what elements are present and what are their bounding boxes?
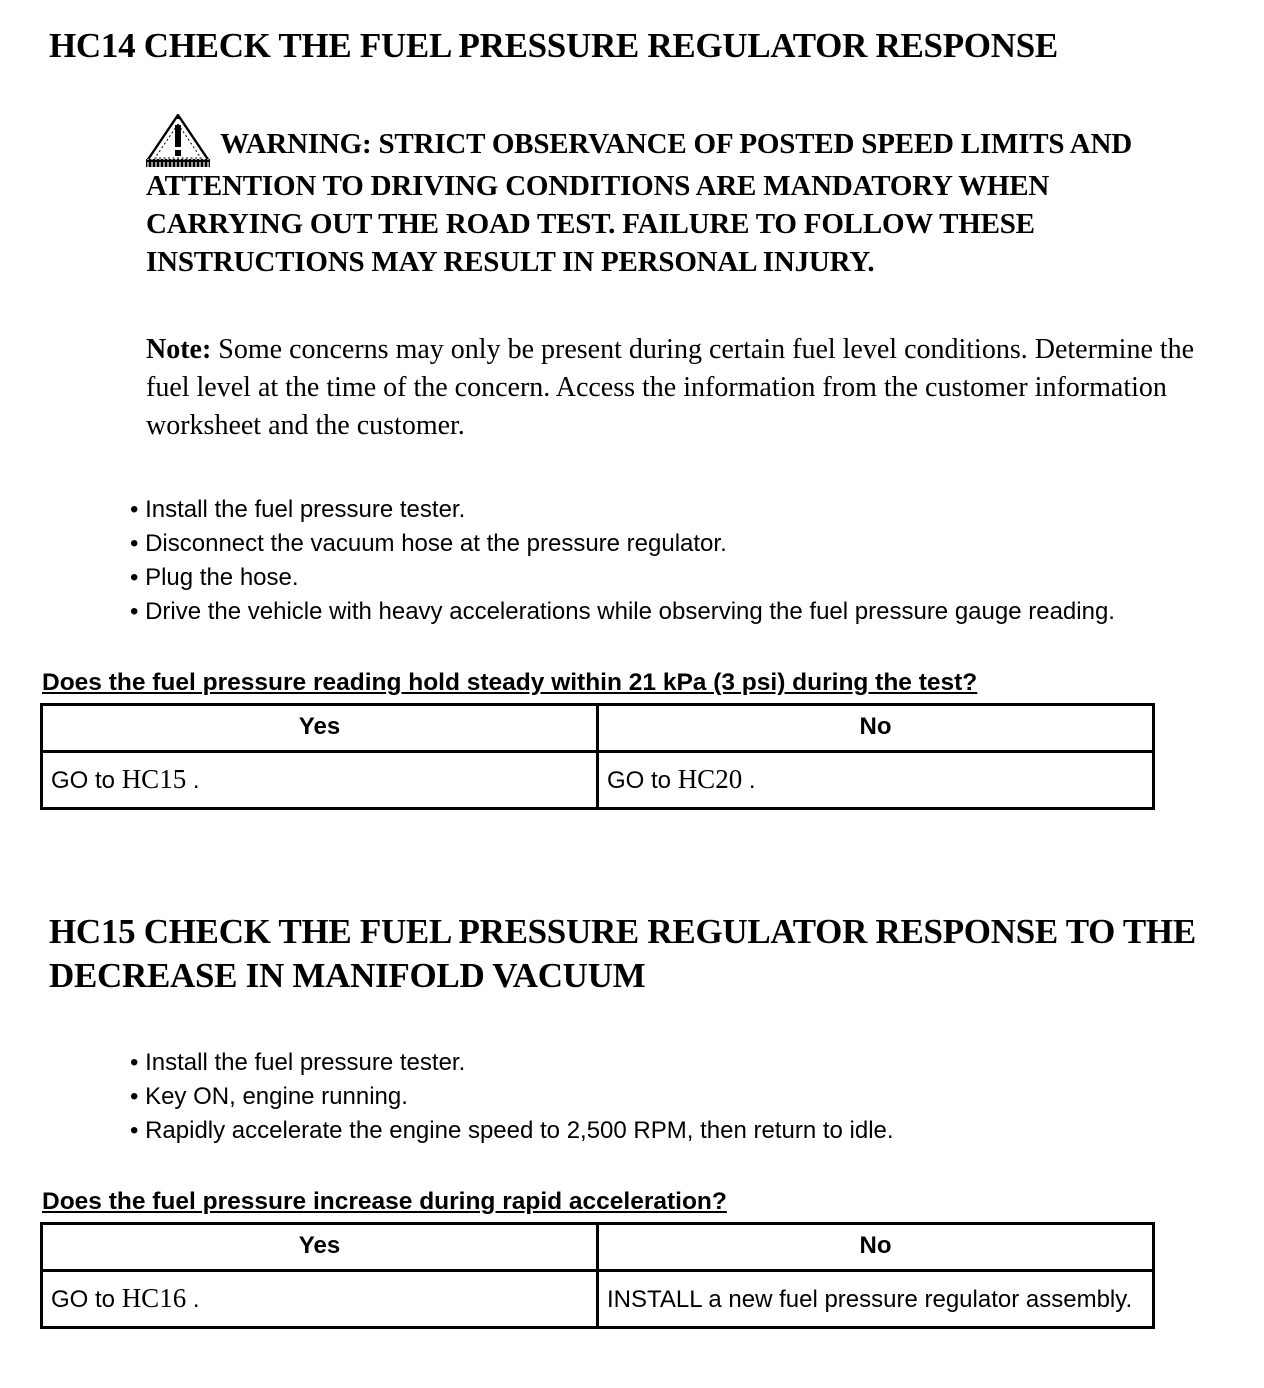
action-text: INSTALL a new fuel pressure regulator assembly. [607, 1286, 1133, 1313]
no-column-header: No [598, 705, 1154, 752]
yes-column-header: Yes [42, 1224, 598, 1271]
hc15-procedure-steps [0, 1046, 1204, 1148]
hc14-decision-table [40, 703, 1155, 810]
yes-action-cell [42, 752, 598, 809]
yes-column-header: Yes [42, 705, 598, 752]
note-text: Some concerns may only be present during certain fuel level conditions. Determine the fuel level at the time of the concern. Access the information from the customer information worksheet and the customer. [146, 334, 1195, 441]
hc15-decision-question: Does the fuel pressure increase during rapid acceleration? [42, 1188, 727, 1215]
section-hc15-title: HC15 CHECK THE FUEL PRESSURE REGULATOR RESPONSE TO THE DECREASE IN MANIFOLD VACUUM [49, 912, 1196, 995]
hc15-step-link[interactable]: HC15 [121, 764, 187, 794]
action-text: GO to [51, 767, 122, 794]
section-hc14-title: HC14 CHECK THE FUEL PRESSURE REGULATOR RESPONSE [49, 26, 1058, 65]
hc14-decision-question: Does the fuel pressure reading hold steady within 21 kPa (3 psi) during the test? [42, 669, 978, 696]
action-text: . [742, 767, 756, 794]
step-item: • Key ON, engine running. [0, 1080, 1204, 1114]
no-column-header: No [598, 1224, 1154, 1271]
step-item: • Disconnect the vacuum hose at the pressure regulator. [0, 527, 1204, 561]
note-label: Note: [146, 334, 212, 365]
warning-triangle-icon [146, 114, 210, 167]
action-text: . [186, 1286, 200, 1313]
section-hc15 [0, 910, 1264, 1329]
hc20-step-link[interactable]: HC20 [677, 764, 743, 794]
step-item: • Plug the hose. [0, 561, 1204, 595]
table-header-row [42, 705, 1154, 752]
hc14-procedure-steps [0, 493, 1204, 629]
yes-action-cell [42, 1271, 598, 1328]
action-text: GO to [51, 1286, 122, 1313]
hc16-step-link[interactable]: HC16 [121, 1283, 187, 1313]
step-item: • Install the fuel pressure tester. [0, 493, 1204, 527]
step-item: • Drive the vehicle with heavy accelerations while observing the fuel pressure gauge reading. [0, 595, 1204, 629]
note-paragraph [146, 331, 1218, 445]
warning-text: WARNING: STRICT OBSERVANCE OF POSTED SPEED LIMITS AND ATTENTION TO DRIVING CONDITIONS ARE MANDATORY WHEN CARRYING OUT THE ROAD TEST. FAILURE TO FOLLOW THESE INSTRUCTIONS MAY RESULT IN PERSONAL INJURY. [146, 128, 1133, 278]
step-item: • Rapidly accelerate the engine speed to 2,500 RPM, then return to idle. [0, 1114, 1204, 1148]
action-text: GO to [607, 767, 678, 794]
table-header-row [42, 1224, 1154, 1271]
no-action-cell [598, 1271, 1154, 1328]
step-item: • Install the fuel pressure tester. [0, 1046, 1204, 1080]
table-action-row [42, 752, 1154, 809]
action-text: . [186, 767, 200, 794]
hc15-decision-table [40, 1222, 1155, 1329]
no-action-cell [598, 752, 1154, 809]
warning-paragraph [146, 114, 1212, 281]
table-action-row [42, 1271, 1154, 1328]
